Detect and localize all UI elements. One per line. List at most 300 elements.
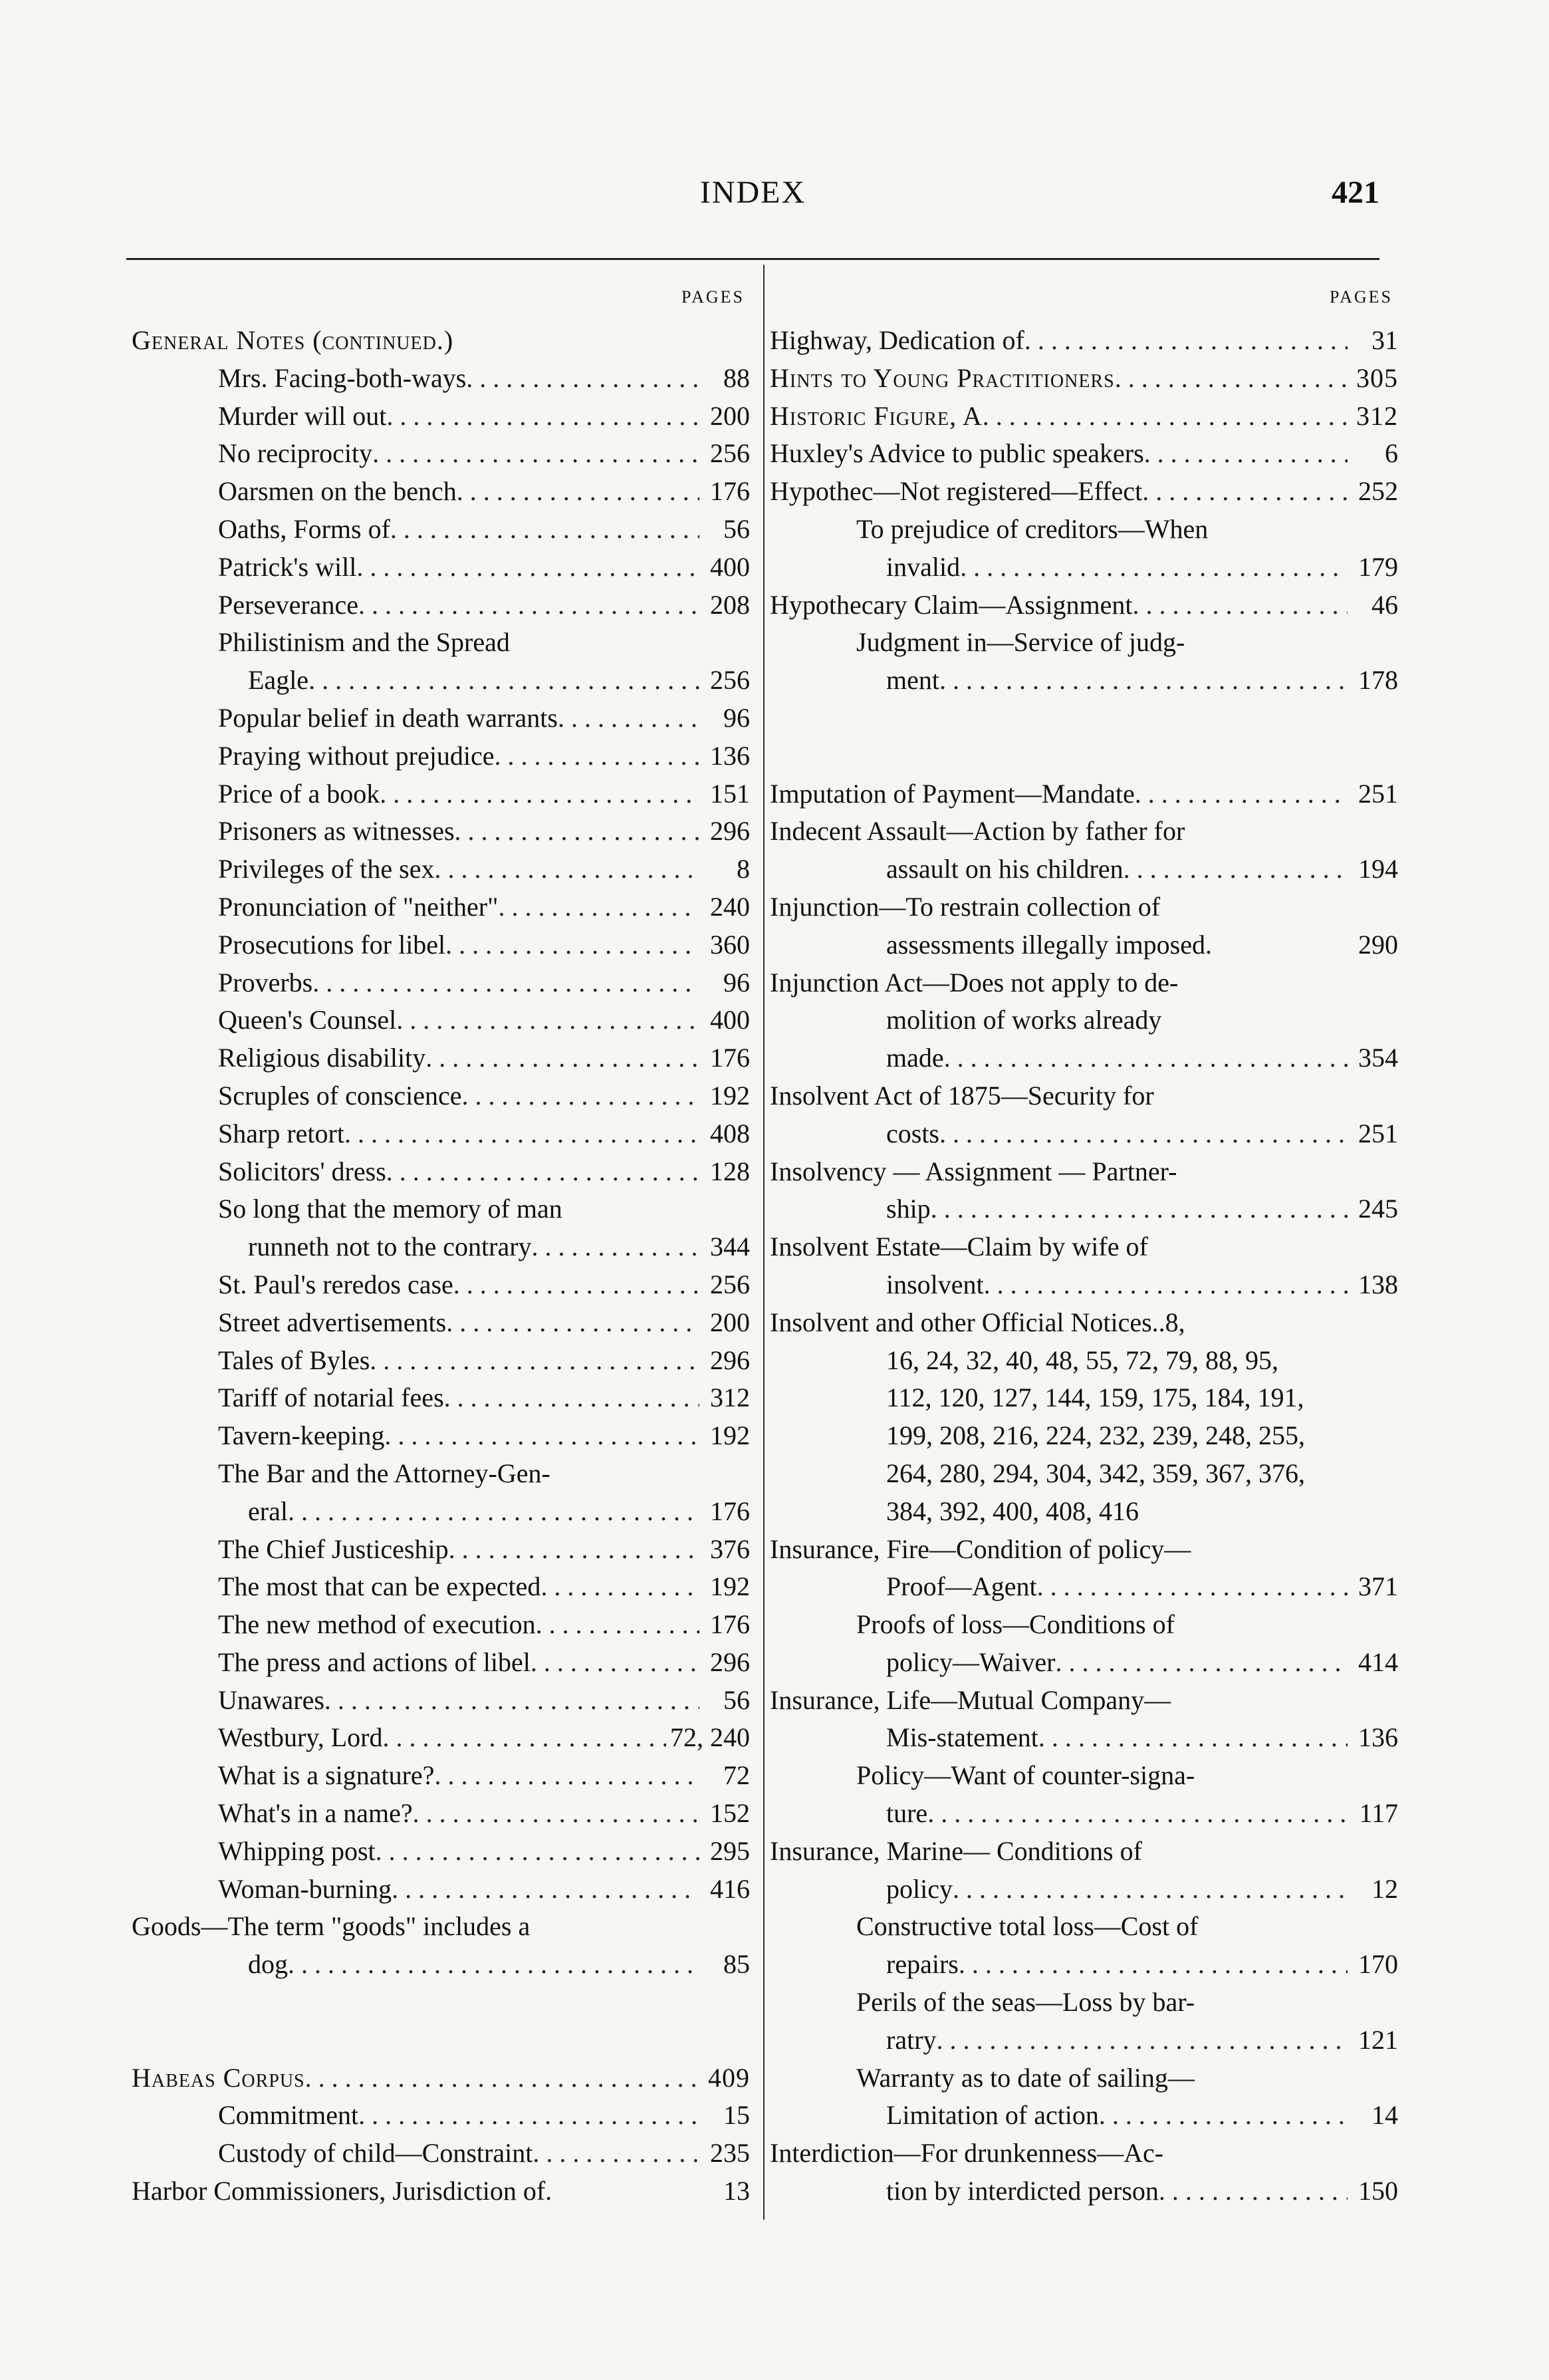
index-entries (770, 322, 1398, 2210)
entry-text: invalid (886, 551, 961, 582)
index-entry (770, 1568, 1398, 1606)
index-entry (770, 1266, 1398, 1304)
entry-text: Oaths, Forms of (218, 513, 390, 544)
entry-text: Interdiction—For drunkenness—Ac- (770, 2138, 1164, 2169)
entry-page-ref: 170 (1358, 1949, 1398, 1980)
index-entry (132, 2059, 750, 2097)
index-entry (770, 1719, 1398, 1757)
entry-text: 112, 120, 127, 144, 159, 175, 184, 191, (886, 1383, 1304, 1413)
index-entry (770, 1795, 1398, 1833)
index-entry (132, 1682, 750, 1720)
index-entry (132, 1531, 750, 1569)
entry-text: policy—Waiver (886, 1647, 1056, 1677)
entry-page-ref: 192 (710, 1571, 750, 1602)
entry-text: Woman-burning (218, 1873, 392, 1904)
entry-text: Religious disability (218, 1043, 426, 1073)
entry-page-ref: 192 (710, 1420, 750, 1451)
dot-leader (1135, 775, 1348, 813)
entry-text: ratry (886, 2024, 937, 2055)
entry-text: Indecent Assault—Action by father for (770, 816, 1185, 847)
entry-text: Praying without prejudice (218, 740, 495, 771)
entry-text: The most that can be expected (218, 1571, 541, 1602)
index-entry (132, 435, 750, 473)
entry-text: Insurance, Fire—Condition of policy— (770, 1533, 1191, 1564)
index-entry (132, 813, 750, 851)
dot-leader (1132, 587, 1348, 624)
entry-page-ref: 344 (710, 1232, 750, 1262)
dot-leader (305, 2059, 699, 2097)
entry-text: Perseverance (218, 589, 358, 620)
entry-text: The press and actions of libel (218, 1647, 531, 1677)
index-entry (132, 1795, 750, 1833)
index-entries (132, 322, 750, 2210)
dot-leader (540, 1568, 699, 1606)
index-entry (132, 1304, 750, 1342)
pages-column-label: PAGES (1330, 287, 1393, 307)
entry-text: Harbor Commissioners, Jurisdiction of. (132, 2176, 552, 2206)
dot-leader (494, 737, 699, 775)
entry-text: ment (886, 665, 939, 696)
entry-page-ref: 151 (710, 778, 750, 809)
entry-page-ref: 138 (1358, 1269, 1398, 1299)
index-entry (770, 1001, 1398, 1039)
entry-page-ref: 235 (710, 2138, 750, 2169)
entry-text: 199, 208, 216, 224, 232, 239, 248, 255, (886, 1420, 1305, 1451)
dot-leader (1037, 1568, 1348, 1606)
entry-text: Constructive total loss—Cost of (856, 1911, 1199, 1942)
entry-page-ref: 72 (723, 1760, 750, 1791)
index-entry (132, 624, 750, 662)
entry-text: Imputation of Payment—Mandate (770, 778, 1135, 809)
dot-leader (324, 1682, 699, 1720)
entry-text: policy (886, 1873, 953, 1904)
entry-text: Hints to Young Practitioners (770, 362, 1115, 393)
dot-leader (413, 1795, 699, 1833)
index-entry (770, 1644, 1398, 1682)
dot-leader (457, 473, 699, 511)
entry-text: Tariff of notarial fees (218, 1383, 444, 1413)
entry-text: made (886, 1043, 944, 1073)
entry-page-ref: 128 (710, 1156, 750, 1186)
index-entry (770, 1493, 1398, 1531)
entry-text: repairs (886, 1949, 959, 1980)
entry-page-ref: 312 (1356, 400, 1398, 431)
dot-leader (944, 1039, 1348, 1077)
index-entry (132, 1606, 750, 1644)
entry-page-ref: 150 (1358, 2176, 1398, 2206)
entry-text: Privileges of the sex (218, 854, 435, 884)
entry-page-ref: 312 (710, 1383, 750, 1413)
entry-text: 264, 280, 294, 304, 342, 359, 367, 376, (886, 1458, 1305, 1488)
index-entry (770, 1304, 1398, 1342)
index-entry (132, 964, 750, 1002)
entry-text: Policy—Want of counter-signa- (856, 1760, 1195, 1791)
entry-text: Tavern-keeping (218, 1420, 385, 1451)
entry-text: insolvent (886, 1269, 984, 1299)
index-entry (770, 964, 1398, 1002)
index-entry (132, 360, 750, 398)
dot-leader (445, 926, 699, 964)
entry-page-ref: 256 (710, 1269, 750, 1299)
index-entry (770, 435, 1398, 473)
entry-page-ref: 252 (1358, 476, 1398, 507)
entry-page-ref: 85 (723, 1949, 750, 1980)
dot-leader (288, 1946, 699, 1984)
entry-text: Goods—The term "goods" includes a (132, 1911, 531, 1942)
dot-leader (1124, 851, 1348, 888)
index-entry (770, 662, 1398, 700)
dot-leader (533, 2135, 699, 2173)
entry-page-ref: 290 (1358, 929, 1398, 960)
index-entry (132, 737, 750, 775)
entry-text: Popular belief in death warrants (218, 702, 558, 733)
entry-page-ref: 414 (1358, 1647, 1398, 1677)
entry-text: Insolvency — Assignment — Partner- (770, 1156, 1177, 1186)
entry-page-ref: 14 (1371, 2100, 1398, 2131)
index-entry (770, 1228, 1398, 1266)
dot-leader (466, 360, 699, 398)
dot-leader (959, 1946, 1348, 1984)
index-entry (770, 1984, 1398, 2022)
entry-page-ref: 376 (710, 1533, 750, 1564)
dot-leader (370, 1342, 699, 1380)
entry-page-ref: 178 (1358, 665, 1398, 696)
dot-leader (382, 1719, 666, 1757)
page-title: INDEX (699, 175, 806, 210)
index-entry (770, 1115, 1398, 1153)
index-entry (770, 851, 1398, 888)
index-entry (770, 511, 1398, 549)
dot-leader (434, 1757, 699, 1795)
entry-text: 384, 392, 400, 408, 416 (886, 1496, 1139, 1526)
dot-leader (444, 1379, 699, 1417)
entry-text: runneth not to the contrary (248, 1232, 532, 1262)
entry-text: Limitation of action (886, 2100, 1099, 2131)
entry-page-ref: 416 (710, 1873, 750, 1904)
index-entry (132, 926, 750, 964)
index-entry (132, 1379, 750, 1417)
entry-text: Custody of child—Constraint (218, 2138, 533, 2169)
index-entry (770, 1531, 1398, 1569)
index-entry (132, 1190, 750, 1228)
dot-leader (455, 813, 699, 851)
entry-page-ref: 179 (1358, 551, 1398, 582)
entry-page-ref: 72, 240 (670, 1722, 750, 1753)
dot-leader (380, 775, 699, 813)
index-entry (770, 549, 1398, 587)
entry-text: Proofs of loss—Conditions of (856, 1609, 1175, 1640)
index-entry (770, 587, 1398, 624)
entry-text: Mrs. Facing-both-ways (218, 362, 467, 393)
dot-leader (1099, 2097, 1348, 2135)
index-entry (770, 1153, 1398, 1191)
index-entry (770, 2173, 1398, 2210)
dot-leader (536, 1606, 699, 1644)
page-number: 421 (1332, 175, 1379, 210)
dot-leader (449, 1531, 699, 1569)
entry-text: dog (248, 1949, 288, 1980)
blank-line (770, 737, 1398, 775)
entry-text: Oarsmen on the bench (218, 476, 457, 507)
entry-page-ref: 400 (710, 1005, 750, 1035)
dot-leader (435, 851, 700, 888)
entry-page-ref: 354 (1358, 1043, 1398, 1073)
left-column (132, 287, 750, 2210)
entry-text: So long that the memory of man (218, 1194, 562, 1224)
index-entry (132, 1417, 750, 1455)
entry-page-ref: 200 (710, 1307, 750, 1337)
entry-page-ref: 56 (723, 513, 750, 544)
index-entry (132, 1001, 750, 1039)
entry-text: Tales of Byles (218, 1345, 370, 1375)
index-entry (132, 1946, 750, 1984)
dot-leader (1024, 322, 1348, 360)
entry-text: Insolvent Act of 1875—Security for (770, 1080, 1154, 1111)
index-entry (770, 1379, 1398, 1417)
dot-leader (312, 964, 699, 1002)
index-entry (770, 1757, 1398, 1795)
dot-leader (1159, 2173, 1348, 2210)
dot-leader (358, 587, 699, 624)
entry-page-ref: 136 (710, 740, 750, 771)
entry-page-ref: 88 (723, 362, 750, 393)
entry-text: Prisoners as witnesses (218, 816, 455, 847)
entry-text: Injunction Act—Does not apply to de- (770, 967, 1179, 997)
dot-leader (531, 1644, 699, 1682)
entry-page-ref: 240 (710, 891, 750, 922)
entry-page-ref: 251 (1358, 1118, 1398, 1148)
entry-page-ref: 360 (710, 929, 750, 960)
index-entry (770, 473, 1398, 511)
entry-text: Street advertisements (218, 1307, 447, 1337)
index-entry (132, 1871, 750, 1909)
entry-text: Habeas Corpus (132, 2062, 305, 2093)
index-entry (132, 888, 750, 926)
index-entry (132, 1115, 750, 1153)
entry-page-ref: 194 (1358, 854, 1398, 884)
dot-leader (396, 1001, 699, 1039)
index-entry (132, 1568, 750, 1606)
dot-leader (386, 1153, 699, 1191)
index-entry (770, 1908, 1398, 1946)
dot-leader (446, 1304, 699, 1342)
dot-leader (1142, 473, 1348, 511)
entry-text: Commitment (218, 2100, 359, 2131)
dot-leader (390, 511, 699, 549)
entry-text: General Notes (continued.) (132, 325, 454, 355)
entry-page-ref: 256 (710, 665, 750, 696)
entry-page-ref: 31 (1371, 325, 1398, 355)
index-entry (132, 1039, 750, 1077)
entry-text: No reciprocity (218, 438, 373, 469)
entry-page-ref: 305 (1356, 362, 1398, 393)
index-entry (132, 1228, 750, 1266)
entry-page-ref: 176 (710, 1609, 750, 1640)
entry-page-ref: 15 (723, 2100, 750, 2131)
index-entry (770, 775, 1398, 813)
index-entry (770, 2022, 1398, 2059)
entry-page-ref: 152 (710, 1798, 750, 1829)
entry-page-ref: 56 (723, 1684, 750, 1715)
entry-text: Sharp retort (218, 1118, 344, 1148)
entry-page-ref: 200 (710, 400, 750, 431)
entry-page-ref: 13 (723, 2176, 750, 2206)
index-entry (132, 1493, 750, 1531)
entry-text: Insurance, Life—Mutual Company— (770, 1684, 1171, 1715)
index-entry (132, 700, 750, 737)
entry-page-ref: 208 (710, 589, 750, 620)
index-entry (132, 549, 750, 587)
entry-text: ship (886, 1194, 931, 1224)
dot-leader (462, 1077, 699, 1115)
index-entry (132, 1077, 750, 1115)
entry-text: Proof—Agent (886, 1571, 1037, 1602)
entry-text: Eagle (248, 665, 309, 696)
entry-text: costs (886, 1118, 939, 1148)
dot-leader (498, 888, 699, 926)
entry-page-ref: 409 (708, 2062, 750, 2093)
dot-leader (392, 1871, 699, 1909)
entry-page-ref: 96 (723, 702, 750, 733)
index-entry (770, 1455, 1398, 1493)
dot-leader (931, 1190, 1348, 1228)
entry-text: eral (248, 1496, 288, 1526)
entry-text: Insolvent Estate—Claim by wife of (770, 1232, 1148, 1262)
dot-leader (358, 2097, 699, 2135)
dot-leader (308, 662, 699, 700)
entry-text: tion by interdicted person (886, 2176, 1159, 2206)
index-entry (132, 775, 750, 813)
entry-page-ref: 136 (1358, 1722, 1398, 1753)
entry-text: Mis-statement (886, 1722, 1038, 1753)
entry-text: molition of works already (886, 1005, 1162, 1035)
index-entry (132, 1266, 750, 1304)
entry-page-ref: 256 (710, 438, 750, 469)
index-entry (770, 813, 1398, 851)
entry-text: Perils of the seas—Loss by bar- (856, 1987, 1195, 2018)
entry-text: Judgment in—Service of judg- (856, 627, 1185, 658)
blank-line (132, 2022, 750, 2059)
dot-leader (532, 1228, 699, 1266)
entry-text: Warranty as to date of sailing— (856, 2062, 1195, 2093)
entry-text: Highway, Dedication of (770, 325, 1024, 355)
entry-page-ref: 192 (710, 1080, 750, 1111)
index-entry (132, 2173, 750, 2210)
entry-page-ref: 121 (1358, 2024, 1398, 2055)
dot-leader (1115, 360, 1348, 398)
dot-leader (356, 549, 699, 587)
entry-text: St. Paul's reredos case (218, 1269, 453, 1299)
pages-column-label: PAGES (681, 287, 745, 307)
entry-page-ref: 371 (1358, 1571, 1398, 1602)
dot-leader (939, 1115, 1348, 1153)
index-entry (770, 1190, 1398, 1228)
index-entry (770, 624, 1398, 662)
entry-page-ref: 400 (710, 551, 750, 582)
entry-page-ref: 8 (737, 854, 750, 884)
entry-text: Insolvent and other Official Notices..8, (770, 1307, 1185, 1337)
index-entry (132, 662, 750, 700)
entry-page-ref: 12 (1371, 1873, 1398, 1904)
dot-leader (376, 1833, 699, 1871)
entry-page-ref: 251 (1358, 778, 1398, 809)
index-entry (770, 1606, 1398, 1644)
dot-leader (425, 1039, 699, 1077)
dot-leader (939, 662, 1348, 700)
dot-leader (983, 398, 1348, 436)
entry-text: What is a signature? (218, 1760, 435, 1791)
index-entry (770, 360, 1398, 398)
column-divider (763, 265, 765, 2220)
entry-page-ref: 96 (723, 967, 750, 997)
dot-leader (453, 1266, 699, 1304)
entry-text: ture (886, 1798, 928, 1829)
index-entry (770, 2135, 1398, 2173)
entry-text: Pronunciation of "neither" (218, 891, 499, 922)
dot-leader (372, 435, 699, 473)
entry-text: Scruples of conscience (218, 1080, 462, 1111)
entry-page-ref: 245 (1358, 1194, 1398, 1224)
index-entry (770, 1871, 1398, 1909)
entry-page-ref: 6 (1385, 438, 1398, 469)
index-entry (770, 322, 1398, 360)
dot-leader (1038, 1719, 1348, 1757)
index-entry (132, 1908, 750, 1946)
index-entry (770, 1417, 1398, 1455)
entry-page-ref: 46 (1371, 589, 1398, 620)
entry-text: Hypothec—Not registered—Effect (770, 476, 1143, 507)
index-entry (770, 2097, 1398, 2135)
index-entry (770, 398, 1398, 436)
entry-text: Whipping post (218, 1835, 376, 1866)
entry-text: The Bar and the Attorney-Gen- (218, 1458, 550, 1488)
entry-page-ref: 296 (710, 1647, 750, 1677)
index-entry (770, 1039, 1398, 1077)
entry-text: assault on his children (886, 854, 1124, 884)
entry-page-ref: 408 (710, 1118, 750, 1148)
dot-leader (386, 398, 699, 436)
entry-text: Westbury, Lord (218, 1722, 383, 1753)
dot-leader (288, 1493, 699, 1531)
index-entry (770, 1077, 1398, 1115)
running-head (126, 174, 1379, 221)
entry-page-ref: 295 (710, 1835, 750, 1866)
index-entry (132, 1719, 750, 1757)
index-entry (770, 1946, 1398, 1984)
entry-text: Huxley's Advice to public speakers (770, 438, 1144, 469)
index-entry (132, 1644, 750, 1682)
dot-leader (1144, 435, 1348, 473)
index-entry (132, 322, 750, 360)
entry-text: What's in a name? (218, 1798, 413, 1829)
entry-text: Murder will out (218, 400, 387, 431)
index-entry (132, 851, 750, 888)
index-entry (132, 2135, 750, 2173)
index-entry (132, 1455, 750, 1493)
index-entry (132, 473, 750, 511)
index-entry (132, 511, 750, 549)
dot-leader (927, 1795, 1348, 1833)
entry-text: Historic Figure, A (770, 400, 983, 431)
entry-text: Proverbs (218, 967, 313, 997)
index-entry (770, 2059, 1398, 2097)
right-column (770, 287, 1398, 2210)
entry-text: Patrick's will (218, 551, 357, 582)
header-rule (126, 258, 1379, 260)
entry-text: The Chief Justiceship (218, 1533, 449, 1564)
dot-leader (384, 1417, 699, 1455)
index-entry (132, 1833, 750, 1871)
